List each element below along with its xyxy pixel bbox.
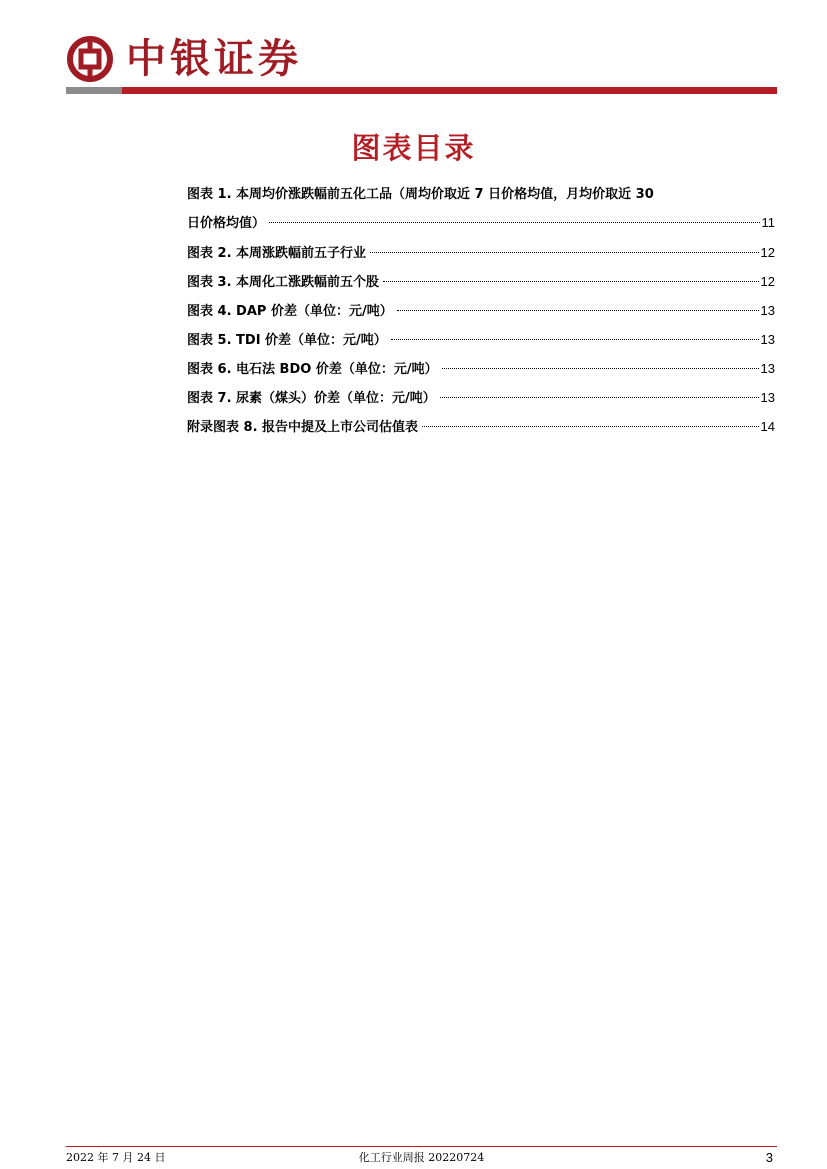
leader-dots [269,222,759,223]
toc-entry-page: 13 [760,303,775,318]
toc-entry-page: 12 [760,245,775,260]
leader-dots [442,368,759,369]
toc-entry-page: 13 [760,332,775,347]
toc-entry[interactable] [187,183,775,238]
toc-entry-title: 图表 4. DAP 价差（单位：元/吨） [187,304,393,319]
toc-entry-title: 图表 3. 本周化工涨跌幅前五个股 [187,275,380,290]
figure-list [187,183,775,441]
toc-entry-title: 图表 2. 本周涨跌幅前五子行业 [187,246,367,261]
toc-entry[interactable] [187,383,775,412]
toc-entry-title: 图表 5. TDI 价差（单位：元/吨） [187,333,387,348]
toc-entry-page: 14 [760,419,775,434]
bank-of-china-logo-icon [66,35,114,83]
header-logo [66,33,302,85]
toc-entry[interactable] [187,325,775,354]
leader-dots [391,339,759,340]
toc-entry-title: 图表 1. 本周均价涨跌幅前五化工品（周均价取近 7 日价格均值，月均价取近 30 [187,187,654,202]
toc-entry[interactable] [187,296,775,325]
toc-entry-page: 11 [761,215,775,230]
leader-dots [422,426,758,427]
toc-entry[interactable] [187,354,775,383]
header-divider-red [122,87,777,94]
footer-divider [66,1146,777,1147]
toc-entry-title: 图表 7. 尿素（煤头）价差（单位：元/吨） [187,391,436,406]
leader-dots [397,310,759,311]
toc-entry-title-continued: 日价格均值） [187,216,266,231]
toc-entry[interactable] [187,412,775,441]
toc-entry[interactable] [187,267,775,296]
toc-entry-page: 13 [760,361,775,376]
leader-dots [383,281,758,282]
footer-report-name: 化工行业周报 20220724 [358,1151,485,1164]
page-title: 图表目录 [351,131,476,165]
toc-entry-page: 12 [760,274,775,289]
leader-dots [440,397,759,398]
toc-entry[interactable] [187,238,775,267]
toc-entry-title: 图表 6. 电石法 BDO 价差（单位：元/吨） [187,362,438,377]
footer-page-number: 3 [765,1150,773,1165]
toc-entry-title: 附录图表 8. 报告中提及上市公司估值表 [187,420,419,435]
footer-date: 2022 年 7 月 24 日 [66,1151,166,1164]
toc-entry-page: 13 [760,390,775,405]
leader-dots [370,252,758,253]
brand-name: 中银证券 [126,35,302,82]
page-footer [66,1149,777,1167]
header-divider-grey [66,87,122,94]
header-divider [66,87,777,94]
